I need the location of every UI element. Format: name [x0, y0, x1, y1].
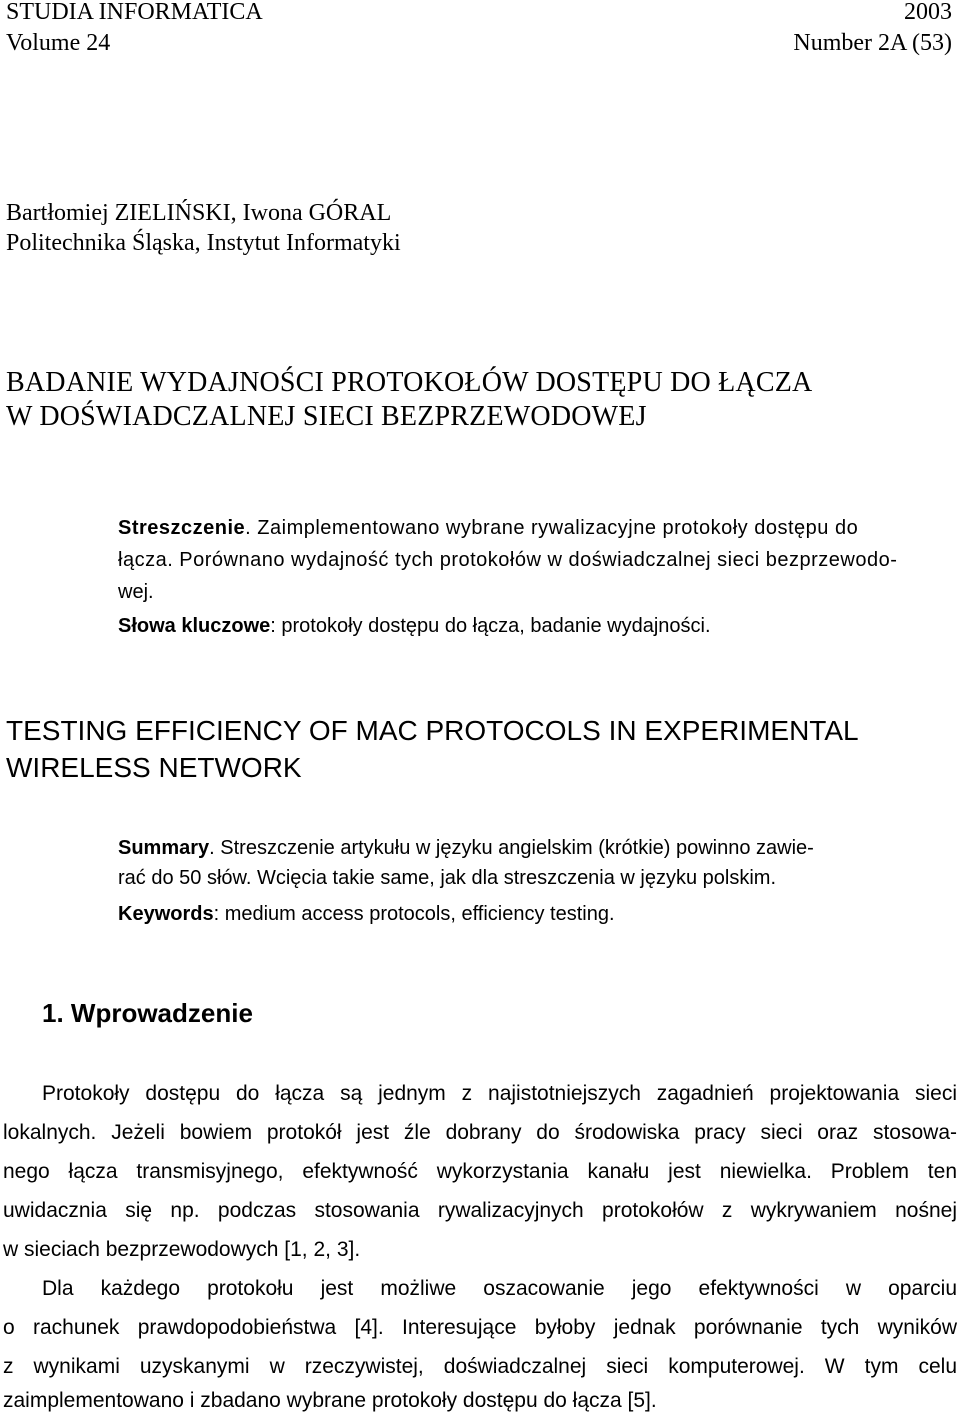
title-pl-line2: W DOŚWIADCZALNEJ SIECI BEZPRZEWODOWEJ [6, 401, 647, 432]
summary-en-label: Summary [118, 837, 210, 859]
paragraph-2-line-1: Dla każdego protokołu jest możliwe oszacowanie jego efektywności w oparciu [42, 1277, 957, 1300]
paragraph-2-line-2: o rachunek prawdopodobieństwa [4]. Interesujące byłoby jednak porównanie tych wyników [3, 1316, 957, 1339]
title-pl-line1: BADANIE WYDAJNOŚCI PROTOKOŁÓW DOSTĘPU DO ŁĄCZA [6, 367, 813, 398]
abstract-pl-line3: wej. [118, 581, 154, 603]
paragraph-2-line-3: z wynikami uzyskanymi w rzeczywistej, doświadczalnej sieci komputerowej. W tym celu [3, 1355, 957, 1378]
keywords-pl [118, 612, 711, 640]
journal-volume: Volume 24 [6, 30, 111, 56]
keywords-en-label: Keywords [118, 903, 214, 925]
keywords-en-text: : medium access protocols, efficiency testing. [213, 903, 615, 925]
author-names: Bartłomiej ZIELIŃSKI, Iwona GÓRAL [6, 200, 392, 226]
abstract-pl-line1 [118, 514, 960, 542]
author-affiliation: Politechnika Śląska, Instytut Informatyki [6, 230, 401, 256]
journal-number: Number 2A (53) [793, 30, 952, 56]
keywords-en [118, 900, 615, 928]
journal-name: STUDIA INFORMATICA [6, 0, 263, 25]
abstract-pl-line2: łącza. Porównano wydajność tych protokołów w doświadczalnej sieci bezprzewodo- [118, 549, 898, 571]
section-heading: 1. Wprowadzenie [42, 998, 253, 1028]
abstract-pl-line1-text: . Zaimplementowano wybrane rywalizacyjne protokoły dostępu do [245, 517, 859, 539]
summary-en-line2: rać do 50 słów. Wcięcia takie same, jak dla streszczenia w języku polskim. [118, 867, 777, 889]
summary-en-line1 [118, 834, 814, 862]
paragraph-1-line-4: uwidacznia się np. podczas stosowania rywalizacyjnych protokołów z wykrywaniem nośnej [3, 1199, 957, 1222]
keywords-pl-label: Słowa kluczowe [118, 615, 271, 637]
paragraph-1-line-3: nego łącza transmisyjnego, efektywność wykorzystania kanału jest niewielka. Problem ten [3, 1160, 957, 1183]
paragraph-1-line-2: lokalnych. Jeżeli bowiem protokół jest źle dobrany do środowiska pracy sieci oraz stosowa- [3, 1121, 957, 1144]
title-en-line2: WIRELESS NETWORK [6, 752, 302, 783]
title-en-line1: TESTING EFFICIENCY OF MAC PROTOCOLS IN EXPERIMENTAL [6, 715, 859, 746]
summary-en-line1-text: . Streszczenie artykułu w języku angielskim (krótkie) powinno zawie- [209, 837, 814, 859]
paragraph-2-line-4: zaimplementowano i zbadano wybrane protokoły dostępu do łącza [5]. [3, 1389, 657, 1412]
paragraph-1-line-1: Protokoły dostępu do łącza są jednym z najistotniejszych zagadnień projektowania sieci [42, 1082, 957, 1105]
keywords-pl-text: : protokoły dostępu do łącza, badanie wydajności. [270, 615, 711, 637]
abstract-pl-label: Streszczenie [118, 517, 246, 539]
paragraph-1-line-5: w sieciach bezprzewodowych [1, 2, 3]. [3, 1238, 361, 1261]
journal-year: 2003 [904, 0, 952, 25]
